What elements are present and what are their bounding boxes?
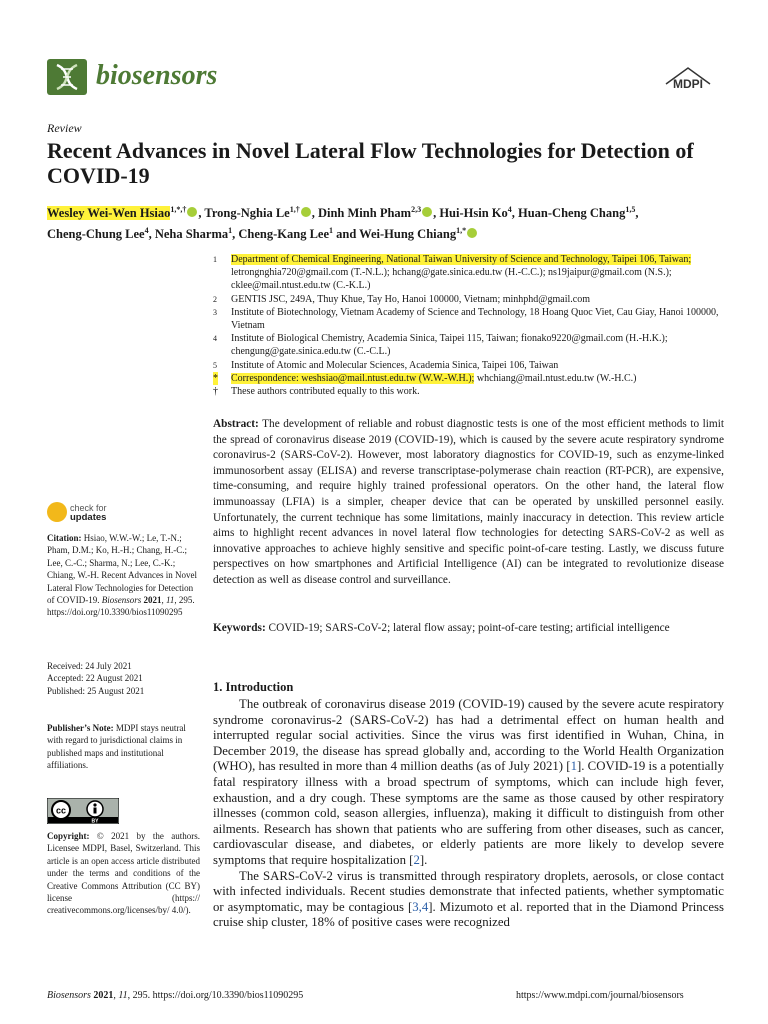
article-title: Recent Advances in Novel Lateral Flow Technologies for Detection of COVID-19 <box>47 138 694 188</box>
affiliation-marker: 3 <box>213 307 217 317</box>
affiliation-3 <box>213 306 728 332</box>
affiliation-text: Institute of Biotechnology, Vietnam Academy of Science and Technology, 18 Hoang Quoc Viet, Cau Giay, Hanoi 100000, Vietnam <box>231 306 719 332</box>
author-sup: 1,† <box>289 205 300 214</box>
citation-link[interactable]: 3,4 <box>412 899 429 914</box>
mdpi-logo <box>664 64 712 94</box>
citation-doi: , 295. https://doi.org/10.3390/bios11090295 <box>47 595 195 618</box>
journal-name: biosensors <box>96 60 218 91</box>
author-sup: 1,* <box>456 226 467 236</box>
affiliation-4 <box>213 332 728 358</box>
affiliation-text: Institute of Atomic and Molecular Sciences, Academia Sinica, Taipei 106, Taiwan <box>231 359 559 371</box>
author-sup: 2,3 <box>411 205 422 214</box>
cc-by-icon <box>47 798 119 824</box>
correspondence-text: whchiang@mail.ntust.edu.tw (W.-H.C.) <box>474 372 637 384</box>
author-name: , Neha Sharma <box>148 227 229 242</box>
footer-journal: Biosensors <box>47 990 91 1001</box>
citation-label: Citation: <box>47 533 82 543</box>
section-heading-introduction: 1. Introduction <box>213 680 294 694</box>
check-icon <box>47 502 67 522</box>
affiliation-2 <box>213 293 728 306</box>
cc-by-text: BY <box>91 818 99 824</box>
affiliation-text: GENTIS JSC, 249A, Thuy Khue, Tay Ho, Hanoi 100000, Vietnam; minhphd@gmail.com <box>231 293 590 305</box>
correspondence-marker: * <box>213 372 218 384</box>
copyright-block <box>47 830 200 917</box>
correspondence-text-highlighted: Correspondence: weshsiao@mail.ntust.edu.tw (W.W.-W.H.); <box>231 372 475 384</box>
paragraph-text: ]. Mizumoto et al. reported that in the Diamond Princess cruise ship cluster, 18% of positive cases were recognized <box>213 899 724 930</box>
author-name: , Trong-Nghia Le <box>198 206 290 221</box>
abstract <box>213 417 724 589</box>
author-sup: 4 <box>144 226 149 236</box>
orcid-icon[interactable] <box>467 228 477 238</box>
orcid-icon[interactable] <box>301 207 311 217</box>
mdpi-icon <box>664 64 712 94</box>
affiliation-marker: 4 <box>213 334 217 344</box>
paragraph-text: The SARS-CoV-2 virus is transmitted through respiratory droplets, aerosols, or close contact with infected individuals. Recent studies demonstrate that infected patients, whether symptomatic or asymptomatic, may be contagious [ <box>213 868 724 914</box>
dagger-marker: † <box>213 386 218 398</box>
copyright-label: Copyright: <box>47 831 90 841</box>
mdpi-text: MDPI <box>673 77 703 91</box>
author-name: Wesley Wei-Wen Hsiao <box>47 206 171 221</box>
affiliation-marker: 5 <box>213 360 217 370</box>
author-sup: 4 <box>507 205 512 214</box>
author-name: , Hui-Hsin Ko <box>433 206 508 221</box>
footer-year: 2021 <box>90 990 114 1001</box>
accepted-date: Accepted: 22 August 2021 <box>47 673 143 684</box>
paragraph <box>213 697 724 869</box>
equal-contribution-note <box>213 385 728 398</box>
paragraph-text: The outbreak of coronavirus disease 2019 (COVID-19) caused by the severe acute respiratory syndrome coronavirus-2 (SARS-CoV-2) has had a detrimental effect on human health and interrupted regular social activities. Since the virus was first identified in Wuhan, China, in December 2019, the disease has spread globally and, according to the World Health Organization (WHO), has resulted in more than 4 million deaths (as of July 2021) [ <box>213 697 724 774</box>
published-date: Published: 25 August 2021 <box>47 685 145 696</box>
affiliation-text: letrongnghia720@gmail.com (T.-N.L.); hchang@gate.sinica.edu.tw (H.-C.C.); ns19jaipur@gmail.com (N.S.); cklee@mail.ntust.edu.tw (C.-K.L.) <box>231 267 672 292</box>
author-sup: 1,*,† <box>170 205 187 214</box>
affiliation-text-highlighted: Department of Chemical Engineering, National Taiwan University of Science and Technology, Taipei 106, Taiwan; <box>231 254 692 265</box>
publisher-note-label: Publisher’s Note: <box>47 723 114 733</box>
check-label-2: updates <box>70 512 107 523</box>
check-label-1: check for <box>70 503 107 513</box>
citation-volume: , 11 <box>161 595 175 606</box>
author-separator: , <box>635 206 639 221</box>
check-for-updates-button[interactable] <box>47 502 197 528</box>
footer-doi: , 295. https://doi.org/10.3390/bios11090295 <box>127 990 304 1001</box>
citation-block <box>47 532 200 619</box>
abstract-text: The development of reliable and robust diagnostic tests is one of the most efficient methods to limit the spread of coronavirus disease 2019 (COVID-19), which is caused by the severe acute respiratory syndrome coronavirus-2 (SARS-CoV-2). However, most laboratory diagnostics for COVID-19, such as enzyme-linked immunosorbent assay (ELISA) and reverse transcriptase-polymerase chain reaction (RT-PCR), are expensive, time-consuming, and require highly trained professional operators. On the other hand, the lateral flow immunoassay (LFIA) is a simpler, cheaper device that can be operated by unskilled personnel easily. Unfortunately, the current technique has some limitations, mainly inaccuracy in detection. This review article aims to highlight recent advances in novel lateral flow technologies for detecting SARS-CoV-2 as well as innovative approaches to achieve highly sensitive and specific point-of-care testing. Lastly, we discuss future perspectives on how smartphones and Artificial Intelligence (AI) can be integrated to revolutionize disease detection as well as disease control and surveillance. <box>213 418 724 586</box>
citation-journal: Biosensors <box>101 595 142 606</box>
svg-text:cc: cc <box>55 805 67 816</box>
keywords-text: COVID-19; SARS-CoV-2; lateral flow assay; point-of-care testing; artificial intelligence <box>265 622 670 634</box>
abstract-label: Abstract: <box>213 418 259 430</box>
citation-link[interactable]: 1 <box>570 759 577 774</box>
keywords-label: Keywords: <box>213 622 266 634</box>
author-sup: 1 <box>329 226 333 236</box>
received-date: Received: 24 July 2021 <box>47 661 132 671</box>
keywords <box>213 621 724 636</box>
copyright-text: © 2021 by the authors. Licensee MDPI, Basel, Switzerland. This article is an open access article distributed under the terms and conditions of the Creative Commons Attribution (CC BY) license (https:// creativecommons.org/licenses/by/ 4.0/). <box>47 831 200 916</box>
affiliation-marker: 2 <box>213 294 217 304</box>
paragraph-text: ]. <box>419 852 428 867</box>
affiliation-marker: 1 <box>213 255 217 264</box>
correspondence <box>213 372 728 385</box>
article-type: Review <box>47 121 82 135</box>
author-list <box>47 201 737 243</box>
publisher-note-text: MDPI stays neutral with regard to jurisdictional claims in published maps and institutional affiliations. <box>47 723 186 771</box>
orcid-icon[interactable] <box>187 207 197 217</box>
introduction-body <box>213 697 724 931</box>
dates-block <box>47 660 200 697</box>
affiliation-5 <box>213 359 728 372</box>
affiliation-1 <box>213 253 728 293</box>
orcid-icon[interactable] <box>422 207 432 217</box>
affiliations <box>213 253 728 398</box>
publisher-note <box>47 722 200 772</box>
citation-year: 2021 <box>141 595 162 606</box>
footer-volume: , 11 <box>113 990 128 1001</box>
journal-logo <box>47 59 87 95</box>
author-name: , Dinh Minh Pham <box>311 206 412 221</box>
author-sup: 1 <box>228 226 233 236</box>
citation-text: Hsiao, W.W.-W.; Le, T.-N.; Pham, D.M.; Ko, H.-H.; Chang, H.-C.; Lee, C.-C.; Sharma, N.; Lee, C.-K.; Chiang, W.-H. Recent Advances in Novel Lateral Flow Technologies for Detection of COVID-19. <box>47 533 197 606</box>
author-name: Cheng-Chung Lee <box>47 227 145 242</box>
dna-icon <box>47 59 87 95</box>
paragraph <box>213 869 724 931</box>
paragraph-text: ]. COVID-19 is a potentially fatal respiratory illness with a broad spectrum of symptoms, which can include high fever, exhaustion, and a dry cough. These symptoms are the same as those caused by other respiratory illnesses (common cold, season allergies, influenza), making it difficult to distinguish from other ailments. Research has shown that patients who are suffering from other diseases, such as cancer, cardiovascular disease, and diabetes, or elderly patients are more likely to develop severe symptoms that require hospitalization [ <box>213 759 724 867</box>
footer-citation <box>47 990 303 1001</box>
footer-url[interactable]: https://www.mdpi.com/journal/biosensors <box>516 990 684 1001</box>
author-name: , Cheng-Kang Lee <box>232 227 329 242</box>
affiliation-text: Institute of Biological Chemistry, Academia Sinica, Taipei 115, Taiwan; fionako9220@gmail.com (H.-H.K.); chengung@gate.sinica.edu.tw (C.-C.L.) <box>231 333 668 358</box>
author-sup: 1,5 <box>625 205 636 214</box>
author-name: and Wei-Hung Chiang <box>333 227 457 242</box>
equal-contribution-text: These authors contributed equally to this work. <box>231 386 420 398</box>
citation-link[interactable]: 2 <box>413 852 420 867</box>
author-name: , Huan-Cheng Chang <box>511 206 626 221</box>
cc-by-badge[interactable] <box>47 798 119 824</box>
